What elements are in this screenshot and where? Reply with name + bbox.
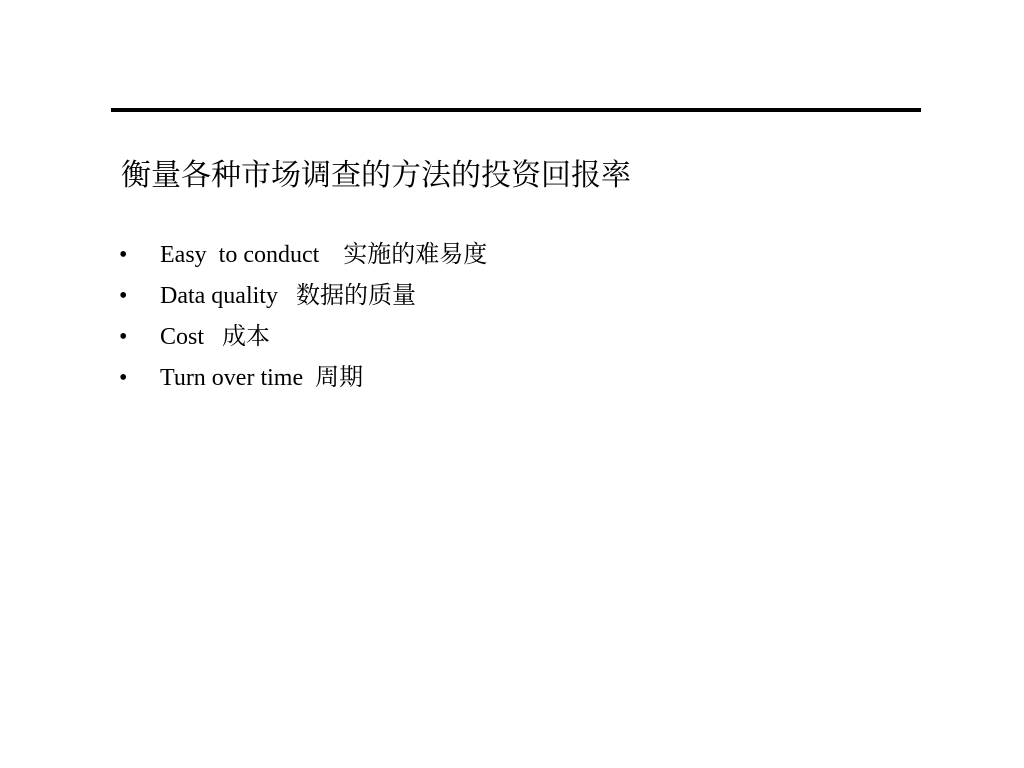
bullet-gap [204, 324, 222, 350]
bullet-item-ease [119, 236, 487, 277]
bullet-text-zh: 周期 [315, 365, 364, 391]
bullet-text-en: Easy to conduct [160, 242, 320, 268]
bullet-item-data-quality [119, 277, 487, 318]
bullet-item-turnover [119, 359, 487, 400]
bullet-list [119, 236, 487, 400]
slide-title: 衡量各种市场调查的方法的投资回报率 [121, 159, 631, 192]
bullet-marker: • [119, 324, 128, 350]
title-divider-line [111, 108, 921, 112]
bullet-text-zh: 成本 [222, 324, 271, 350]
bullet-gap [303, 365, 315, 391]
bullet-text-en: Data quality [160, 283, 278, 309]
bullet-text-zh: 实施的难易度 [343, 242, 488, 268]
bullet-text-en: Cost [160, 324, 205, 350]
bullet-marker: • [119, 242, 128, 268]
bullet-marker: • [119, 283, 128, 309]
bullet-gap [319, 242, 343, 268]
bullet-text-en: Turn over time [160, 365, 304, 391]
bullet-item-cost [119, 318, 487, 359]
bullet-gap [278, 283, 296, 309]
bullet-text-zh: 数据的质量 [295, 283, 416, 309]
bullet-marker: • [119, 365, 128, 391]
